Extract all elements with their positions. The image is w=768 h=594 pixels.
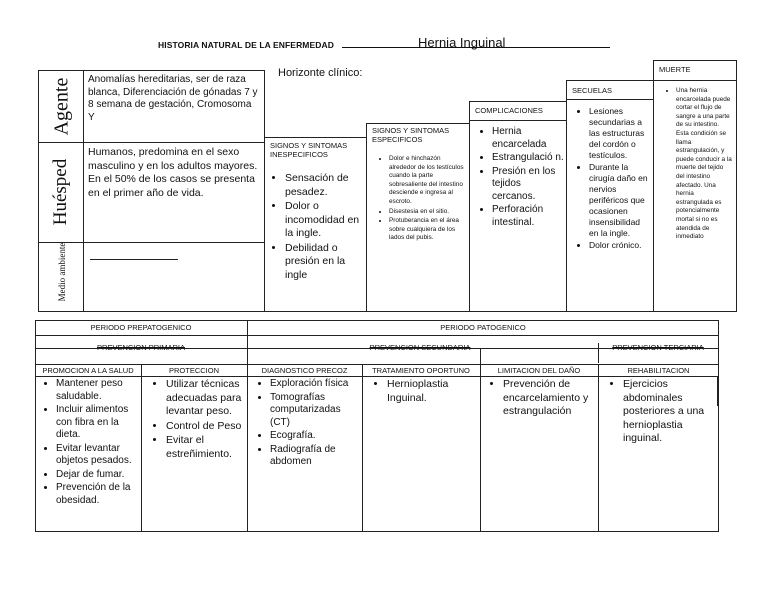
col-header-diagnostico: DIAGNOSTICO PRECOZ [261,366,348,375]
col-header-tratamiento: TRATAMIENTO OPORTUNO [372,366,470,375]
inespecificos-item: • Debilidad o presión en la ingle [285,242,364,283]
agente-label-cell [38,70,84,143]
muerte-item: • Una hernia encarcelada puede cortar el flujo de sangre a una parte de su intestino. Esta condición se llama estrangulación, y puede conducir a la muerte del tejido del intestino afectado. Una hernia estrangulada es potencialmente mortal si no es atendida de inmediato [676,87,732,242]
rehabilitacion-item: • Ejercicios abdominales posteriores a una hernioplastia inguinal. [623,378,713,446]
col-rehabilitacion [599,378,717,447]
huesped-label: Huésped [50,158,71,226]
tratamiento-item: • Hernioplastia Inguinal. [387,378,477,405]
promocion-item: • Incluir alimentos con fibra en la dieta. [56,404,138,442]
disease-name: Hernia Inguinal [418,35,506,50]
agente-text: Anomalías hereditarias, ser de raza blanca, Diferenciación de gónadas 7 y 8 semana de gestación, Cromosoma Y [83,70,265,143]
limitacion-item: • Prevención de encarcelamiento y estrangulación [503,378,595,419]
proteccion-item: • Utilizar técnicas adecuadas para levantar peso. [166,378,244,419]
stage-inespecificos [264,137,367,312]
inespecificos-item: • Dolor o incomodidad en la ingle. [285,200,364,241]
complicaciones-item: • Hernia encarcelada [492,126,564,151]
complicaciones-item: • Estrangulació n. [492,152,564,165]
secuelas-item: • Lesiones secundarias a las estructuras del cordón o testículos. [589,106,651,161]
medio-blank-line [90,259,178,260]
stage-complicaciones-title: COMPLICACIONES [475,106,543,115]
col-header-promocion: PROMOCION A LA SALUD [42,366,134,375]
secuelas-item: • Durante la cirugía daño en nervios periféricos que ocasionen insensibilidad en la ingle. [589,162,651,239]
col-tratamiento [363,378,479,406]
col-diagnostico [248,378,361,470]
proteccion-item: • Control de Peso [166,420,244,434]
agente-label: Agente [50,77,73,136]
col-proteccion [142,378,246,462]
proteccion-item: • Evitar el estreñimiento. [166,434,244,461]
diagnostico-item: • Radiografía de abdomen [270,444,359,469]
promocion-item: • Mantener peso saludable. [56,378,138,403]
col-header-limitacion: LIMITACION DEL DAÑO [497,366,581,375]
col-header-proteccion: PROTECCION [168,366,219,375]
stage-secuelas [566,80,654,312]
inespecificos-item: • Sensación de pesadez. [285,172,364,199]
stage-especificos [366,123,470,312]
document-title: HISTORIA NATURAL DE LA ENFERMEDAD [158,40,334,50]
stage-muerte-title: MUERTE [659,65,691,74]
stage-especificos-title: SIGNOS Y SINTOMAS ESPECIFICOS [372,126,450,144]
stage-inespecificos-title: SIGNOS Y SINTOMAS INESPECIFICOS [270,141,348,159]
prevencion-secundaria: PREVENCION SECUNDARIA [369,343,471,352]
periodo-patogenico: PERIODO PATOGENICO [440,323,526,332]
especificos-item: • Disestesia en el sitio. [389,208,465,217]
horizonte-clinico-label: Horizonte clínico: [278,67,363,79]
huesped-text: Humanos, predomina en el sexo masculino y en los adultos mayores. En el 50% de los casos se presenta en el primer año de vida. [83,142,265,243]
diagnostico-item: • Ecografía. [270,430,359,443]
col-limitacion [481,378,597,420]
periodo-prepatogenico: PERIODO PREPATOGENICO [90,323,192,332]
complicaciones-item: • Presión en los tejidos cercanos. [492,166,564,204]
medio-ambiente-label: Medio ambiente [57,242,67,302]
promocion-item: • Dejar de fumar. [56,469,138,482]
promocion-item: • Evitar levantar objetos pesados. [56,443,138,468]
secuelas-item: • Dolor crónico. [589,240,651,251]
prevencion-terciaria: PREVENCION TERCIARIA [612,343,704,352]
promocion-item: • Prevención de la obesidad. [56,482,138,507]
stage-complicaciones [469,101,567,312]
medio-text [83,242,265,312]
diagnostico-item: • Exploración física [270,378,359,391]
diagnostico-item: • Tomografías computarizadas (CT) [270,392,359,430]
complicaciones-item: • Perforación intestinal. [492,204,564,229]
especificos-item: • Dolor e hinchazón alrededor de los testículos cuando la parte sobresaliente del intestino desciende e ingresa al escroto. [389,155,465,207]
col-promocion [36,378,140,508]
col-header-rehabilitacion: REHABILITACION [627,366,690,375]
prevencion-primaria: PREVENCION PRIMARIA [97,343,185,352]
medio-label-cell [38,242,84,312]
especificos-item: • Protuberancia en el área sobre cualquiera de los lados del pubis. [389,217,465,243]
stage-secuelas-title: SECUELAS [572,86,613,95]
huesped-label-cell [38,142,84,243]
stage-muerte [653,60,737,312]
